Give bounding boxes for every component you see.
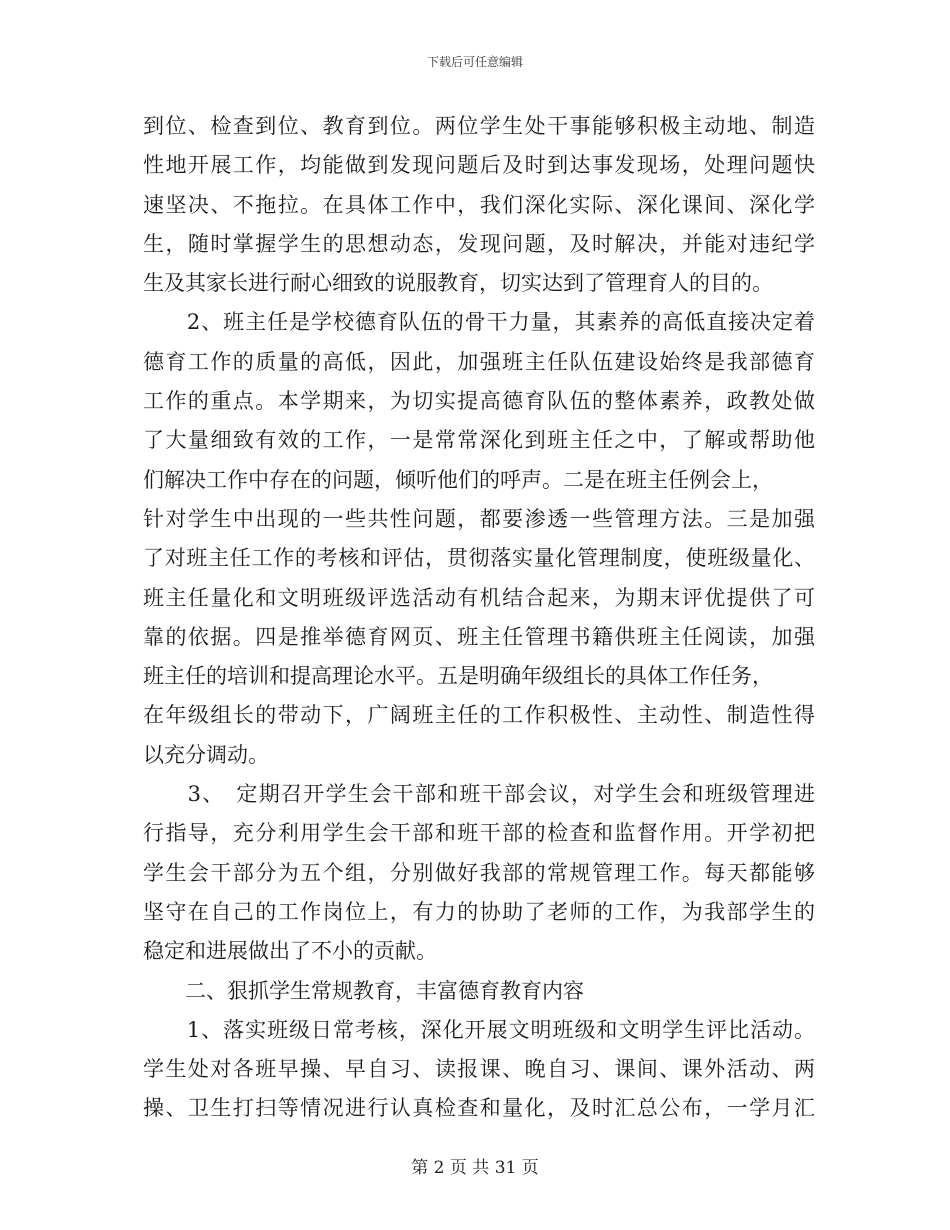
text-line: 以充分调动。 <box>143 742 269 767</box>
text-line: 速坚决、不拖拉。在具体工作中，我们深化实际、深化课间、深化学 <box>143 192 815 217</box>
page-header: 下载后可任意编辑 <box>426 55 523 69</box>
text-line: 班主任的培训和提高理论水平。五是明确年级组长的具体工作任务， <box>143 664 773 689</box>
text-line: 行指导，充分利用学生会干部和班干部的检查和监督作用。开学初把 <box>143 821 815 846</box>
text-line: 靠的依据。四是推举德育网页、班主任管理书籍供班主任阅读，加强 <box>143 624 815 649</box>
text-line: 工作的重点。本学期来，为切实提高德育队伍的整体素养，政教处做 <box>143 389 815 414</box>
text-line: 班主任量化和文明班级评选活动有机结合起来，为期末评优提供了可 <box>143 585 815 610</box>
text-line: 了对班主任工作的考核和评估，贯彻落实量化管理制度，使班级量化、 <box>143 546 815 571</box>
text-line: 德育工作的质量的高低，因此，加强班主任队伍建设始终是我部德育 <box>143 349 815 374</box>
text-line: 学生会干部分为五个组，分别做好我部的常规管理工作。每天都能够 <box>143 860 815 885</box>
text-line: 性地开展工作，均能做到发现问题后及时到达事发现场，处理问题快 <box>143 153 815 178</box>
text-line: 二、狠抓学生常规教育，丰富德育教育内容 <box>143 978 584 1003</box>
text-line: 们解决工作中存在的问题，倾听他们的呼声。二是在班主任例会上， <box>143 467 773 492</box>
text-line: 在年级组长的带动下，广阔班主任的工作积极性、主动性、制造性得 <box>143 703 815 728</box>
text-line: 1、落实班级日常考核，深化开展文明班级和文明学生评比活动。 <box>143 1017 815 1042</box>
text-line: 到位、检查到位、教育到位。两位学生处干事能够积极主动地、制造 <box>143 114 815 138</box>
text-line: 了大量细致有效的工作，一是常常深化到班主任之中，了解或帮助他 <box>143 428 815 453</box>
document-body <box>143 107 815 1129</box>
text-line: 生，随时掌握学生的思想动态，发现问题，及时解决，并能对违纪学 <box>143 231 815 256</box>
text-line: 3、 定期召开学生会干部和班干部会议，对学生会和班级管理进 <box>143 782 815 807</box>
text-line: 操、卫生打扫等情况进行认真检查和量化，及时汇总公布，一学月汇 <box>143 1096 815 1121</box>
text-line: 2、班主任是学校德育队伍的骨干力量，其素养的高低直接决定着 <box>143 310 815 335</box>
text-line: 坚守在自己的工作岗位上，有力的协助了老师的工作，为我部学生的 <box>143 899 815 924</box>
page-footer: 第 2 页 共 31 页 <box>411 1158 539 1178</box>
text-line: 针对学生中出现的一些共性问题，都要渗透一些管理方法。三是加强 <box>143 506 815 531</box>
text-line: 学生处对各班早操、早自习、读报课、晚自习、课间、课外活动、两 <box>143 1057 815 1082</box>
text-line: 生及其家长进行耐心细致的说服教育，切实达到了管理育人的目的。 <box>143 271 773 296</box>
text-line: 稳定和进展做出了不小的贡献。 <box>143 939 437 964</box>
